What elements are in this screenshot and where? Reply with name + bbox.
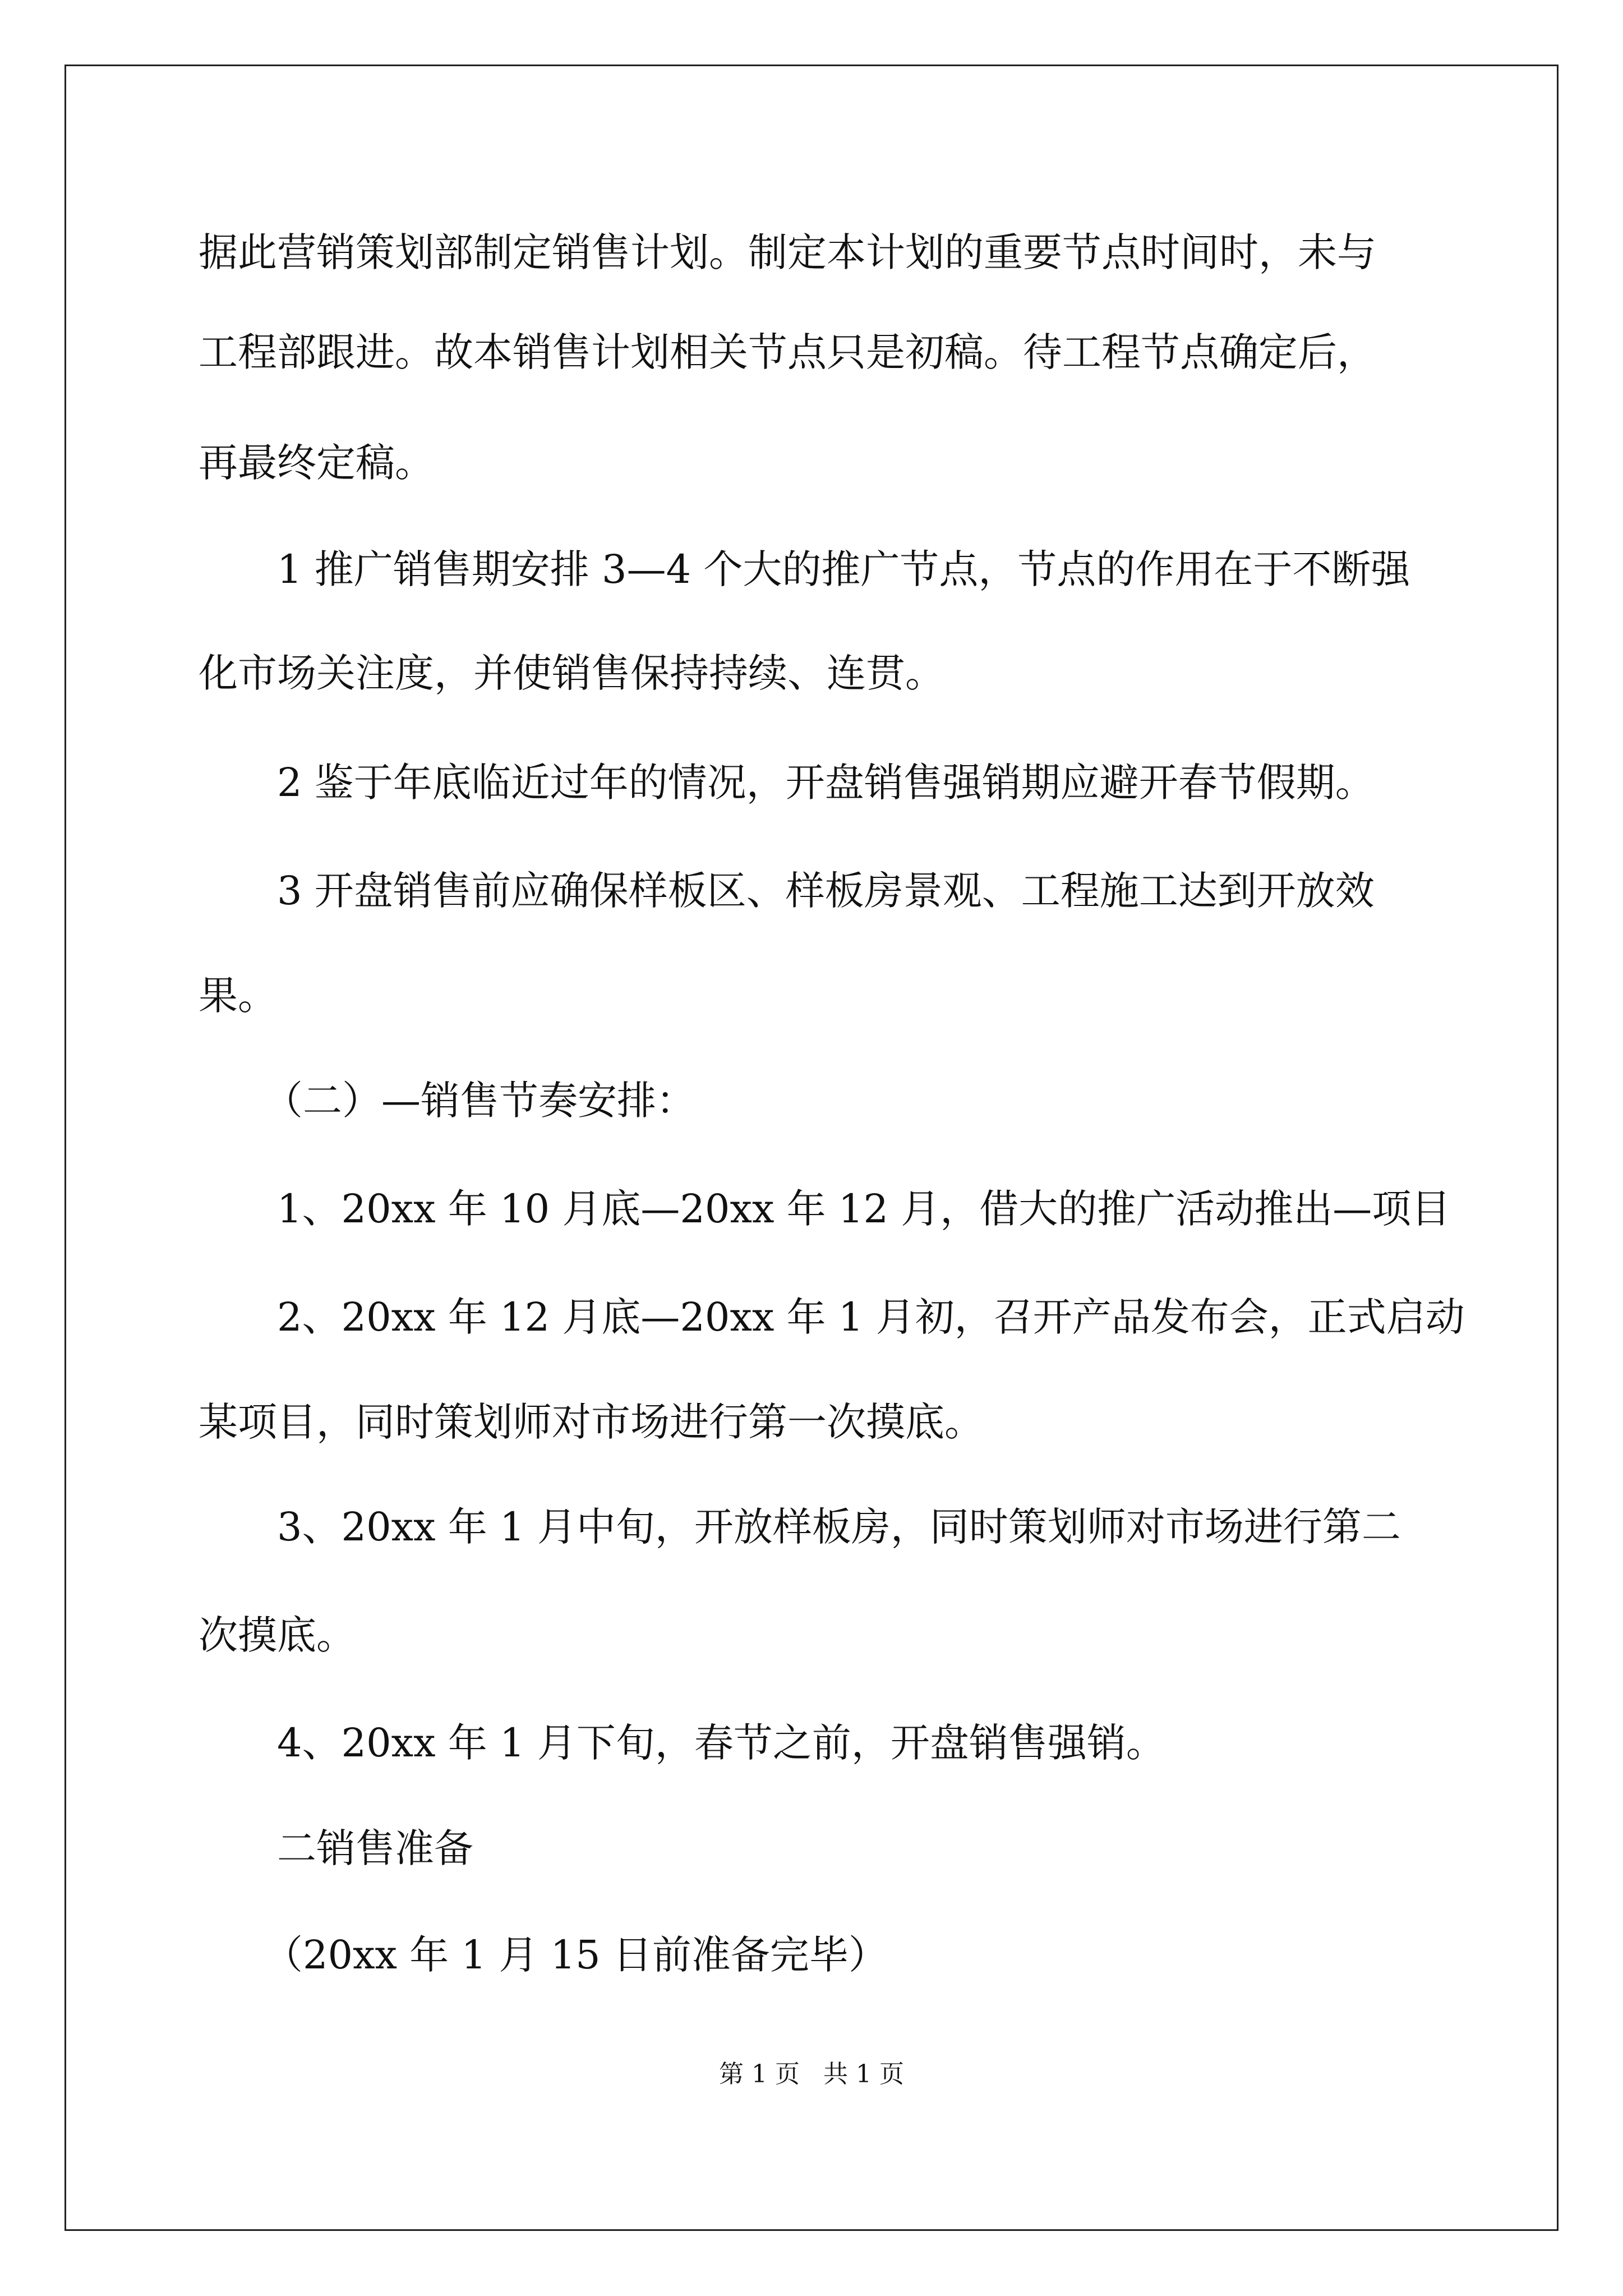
paragraph-line: 1、20xx 年 10 月底—20xx 年 12 月，借大的推广活动推出—项目 (277, 1186, 1451, 1232)
paragraph-line: 果。 (199, 973, 277, 1019)
section-heading: （二）—销售节奏安排： (264, 1078, 695, 1124)
paragraph-line: 3 开盘销售前应确保样板区、样板房景观、工程施工达到开放效 (277, 868, 1375, 914)
paragraph-line: 化市场关注度，并使销售保持持续、连贯。 (199, 650, 944, 696)
paragraph-line: （20xx 年 1 月 15 日前准备完毕） (264, 1932, 888, 1978)
paragraph-line: 1 推广销售期安排 3—4 个大的推广节点，节点的作用在于不断强 (277, 546, 1410, 592)
paragraph-line: 4、20xx 年 1 月下旬，春节之前，开盘销售强销。 (277, 1720, 1165, 1766)
paragraph-line: 2 鉴于年底临近过年的情况，开盘销售强销期应避开春节假期。 (277, 760, 1375, 806)
paragraph-line: 某项目，同时策划师对市场进行第一次摸底。 (199, 1399, 984, 1445)
paragraph-line: 工程部跟进。故本销售计划相关节点只是初稿。待工程节点确定后， (199, 329, 1376, 375)
paragraph-line: 2、20xx 年 12 月底—20xx 年 1 月初，召开产品发布会，正式启动 (277, 1294, 1465, 1340)
paragraph-line: 据此营销策划部制定销售计划。制定本计划的重要节点时间时，未与 (199, 229, 1376, 275)
section-heading: 二销售准备 (277, 1825, 473, 1871)
page-border (64, 65, 1559, 2231)
paragraph-line: 3、20xx 年 1 月中旬，开放样板房，同时策划师对市场进行第二 (277, 1504, 1401, 1550)
paragraph-line: 次摸底。 (199, 1612, 356, 1658)
paragraph-line: 再最终定稿。 (199, 440, 434, 486)
page-number-footer: 第 1 页 共 1 页 (719, 2060, 904, 2088)
